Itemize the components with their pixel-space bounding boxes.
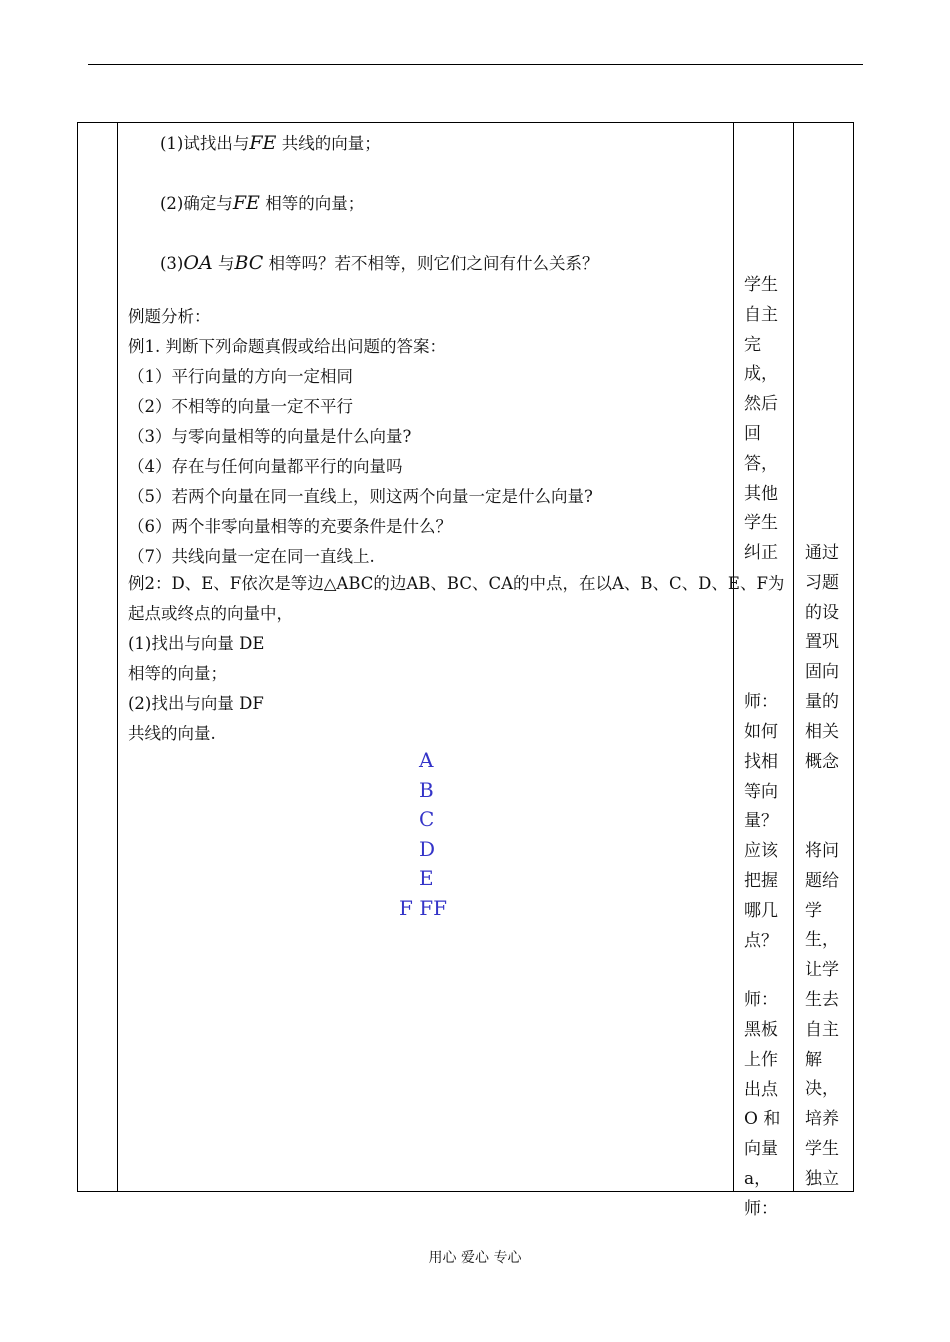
header-rule: [88, 64, 863, 65]
column-line: a，: [744, 1168, 772, 1189]
column-line: 黑板: [744, 1019, 778, 1040]
column-line: 学生: [744, 275, 778, 295]
example1-title: 例1. 判断下列命题真假或给出问题的答案：: [128, 337, 446, 356]
column-divider: [733, 123, 734, 1191]
column-line: 将问: [805, 840, 839, 861]
column-line: [805, 807, 839, 837]
example1-item: （3）与零向量相等的向量是什么向量?: [128, 427, 412, 446]
column-line: 完: [744, 334, 761, 355]
column-line: 让学: [805, 960, 839, 981]
column-line: 纠正: [744, 543, 778, 564]
column-line: 学生: [805, 1138, 839, 1159]
column-line: 等向: [744, 781, 778, 802]
design-purpose-column: [805, 539, 839, 1195]
figure-label: B: [419, 777, 434, 802]
question-1: (1)试找出与FE 共线的向量；: [160, 132, 381, 154]
question-3: (3)OA 与BC 相等吗？若不相等，则它们之间有什么关系？: [160, 252, 599, 274]
column-line: O 和: [744, 1109, 781, 1130]
figure-label: F FF: [399, 896, 447, 920]
column-line: 独立: [805, 1168, 839, 1189]
column-line: 上作: [744, 1049, 778, 1070]
column-line: 生，: [805, 930, 839, 951]
example1-item: （5）若两个向量在同一直线上，则这两个向量一定是什么向量?: [128, 487, 593, 506]
column-line: [744, 658, 780, 688]
column-line: 概念: [805, 751, 839, 772]
column-line: 量的: [805, 691, 839, 712]
column-line: 自主: [805, 1019, 839, 1040]
student-activity-column: [744, 271, 780, 1225]
column-line: [805, 777, 839, 807]
column-line: 点？: [744, 930, 778, 951]
column-line: 固向: [805, 662, 839, 683]
column-line: 习题: [805, 572, 839, 593]
example2-line2: 起点或终点的向量中，: [128, 604, 293, 623]
figure-label: A: [419, 748, 434, 772]
column-line: 哪几: [744, 900, 778, 921]
column-line: [744, 599, 780, 629]
column-line: 出点: [744, 1079, 778, 1100]
column-line: 然后: [744, 394, 778, 415]
column-line: 师：: [744, 692, 778, 713]
column-line: 把握: [744, 870, 778, 891]
column-line: 通过: [805, 543, 839, 563]
column-line: 回: [744, 423, 761, 444]
column-line: 自主: [744, 304, 778, 325]
column-line: 答，: [744, 453, 778, 474]
example2-q1a: (1)找出与向量 DE: [128, 634, 265, 653]
example2-q2b: 共线的向量.: [128, 724, 216, 743]
analysis-title: 例题分析：: [128, 307, 211, 326]
column-line: 其他: [744, 483, 778, 504]
column-line: 题给: [805, 870, 839, 891]
figure-label: C: [419, 807, 435, 832]
example1-item: （4）存在与任何向量都平行的向量吗: [128, 457, 403, 476]
lesson-table: [77, 122, 854, 1192]
column-line: 的设: [805, 602, 839, 623]
column-line: 向量: [744, 1139, 778, 1160]
column-line: 学: [805, 900, 822, 921]
column-line: 培养: [805, 1109, 839, 1130]
column-line: [744, 569, 780, 599]
column-line: 师：: [744, 1198, 778, 1219]
figure-label: D: [419, 836, 436, 861]
column-line: 学生: [744, 513, 778, 534]
column-line: 找相: [744, 751, 778, 772]
column-divider: [793, 123, 794, 1191]
example1-item: （7）共线向量一定在同一直线上.: [128, 547, 375, 566]
column-line: 置巩: [805, 632, 839, 653]
example1-item: （6）两个非零向量相等的充要条件是什么？: [128, 517, 452, 536]
column-line: [744, 956, 780, 986]
column-line: 决，: [805, 1079, 839, 1100]
example2-q2a: (2)找出与向量 DF: [128, 694, 264, 713]
column-line: 解: [805, 1049, 822, 1070]
column-line: [744, 629, 780, 659]
column-line: 应该: [744, 841, 778, 862]
example2-line1: 例2：D、E、F依次是等边△ABC的边AB、BC、CA的中点，在以A、B、C、D、E、F为: [128, 574, 785, 593]
column-divider: [117, 123, 118, 1191]
column-line: 相关: [805, 721, 839, 742]
question-2: (2)确定与FE 相等的向量；: [160, 192, 365, 214]
figure-label: E: [419, 866, 434, 891]
column-line: 量？: [744, 811, 778, 832]
column-line: 师：: [744, 990, 778, 1011]
column-line: 如何: [744, 721, 778, 742]
example2-q1b: 相等的向量；: [128, 664, 227, 683]
footer-text: 用心 爱心 专心: [428, 1250, 522, 1266]
example1-item: （1）平行向量的方向一定相同: [128, 367, 353, 386]
column-line: 成，: [744, 364, 778, 385]
column-line: 生去: [805, 989, 839, 1010]
example1-item: （2）不相等的向量一定不平行: [128, 397, 353, 416]
